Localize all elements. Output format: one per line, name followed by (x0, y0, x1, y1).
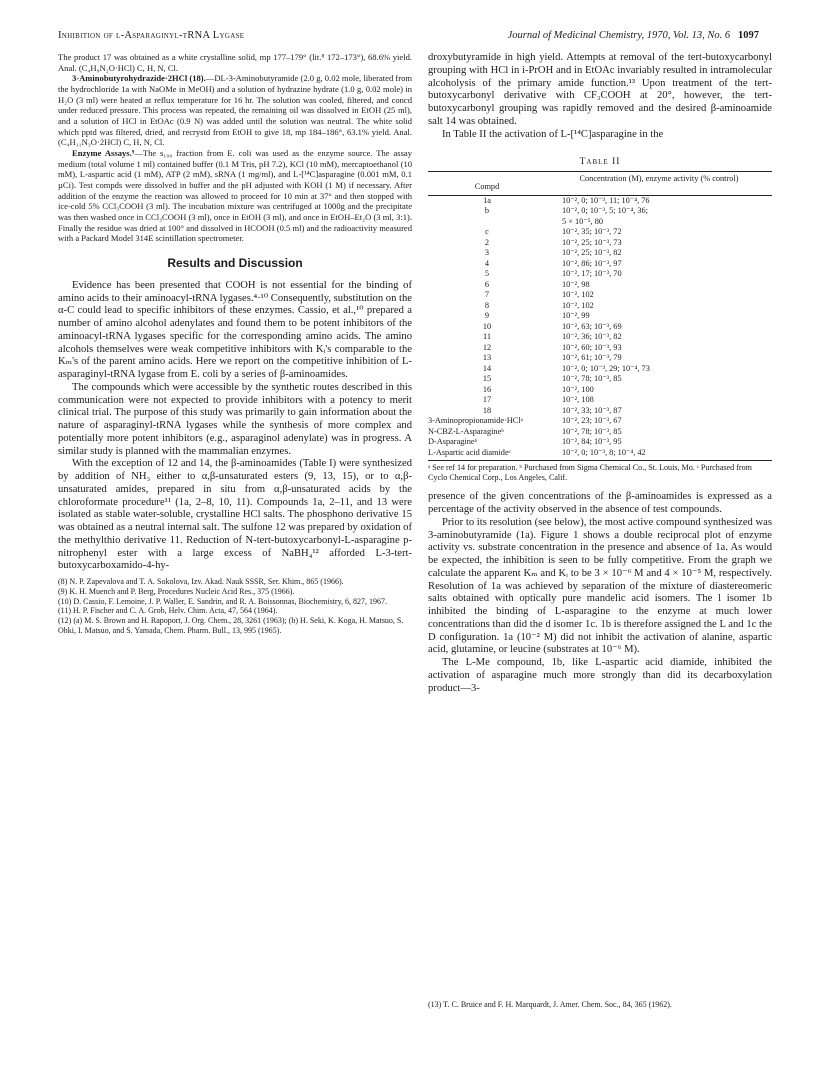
table-header (428, 171, 772, 196)
cell-activity: 10⁻², 36; 10⁻³, 82 (562, 332, 622, 342)
cell-activity: 10⁻², 86; 10⁻³, 97 (562, 258, 622, 268)
column-header-compd: Compd (474, 182, 500, 192)
body-paragraph: droxybutyramide in high yield. Attempts at removal of the tert-butoxycarbonyl grouping with HCl in i-PrOH and in EtOAc invariably resulted in intramolecular alcoholysis of the primary amide function.¹³ Upon treatment of the tert-butoxycarbonyl derivative with CF₃COOH at 20°, however, the tert-butoxycarbonyl grouping was rapidly removed and the desired β-aminoamide salt 14 was obtained. (428, 52, 772, 127)
footnote: (8) N. P. Zapevalova and T. A. Sokolova, Izv. Akad. Nauk SSSR, Ser. Khim., 865 (1966). (58, 577, 344, 587)
cell-compd: 3 (484, 248, 490, 258)
table-row (428, 217, 772, 228)
cell-activity: 10⁻², 78; 10⁻³, 85 (562, 426, 622, 436)
cell-activity: 10⁻², 99 (562, 311, 590, 321)
cell-compd: 5 (484, 269, 490, 279)
right-body (428, 491, 772, 695)
journal-citation: Journal of Medicinal Chemistry, 1970, Vol. 13, No. 6 (507, 30, 731, 41)
cell-compd: c (485, 227, 489, 237)
cell-activity: 10⁻², 63; 10⁻³, 69 (562, 321, 622, 331)
body-paragraph: In Table II the activation of L-[¹⁴C]asparagine in the (442, 128, 664, 140)
cell-compd: 1a (483, 195, 491, 205)
table-row (428, 238, 772, 249)
table-row (428, 311, 772, 322)
cell-activity: 10⁻², 102 (562, 290, 594, 300)
table-row (428, 280, 772, 291)
table-row (428, 269, 772, 280)
table-row (428, 385, 772, 396)
cell-compd: b (484, 206, 490, 216)
cell-activity: 10⁻², 17; 10⁻³, 70 (562, 269, 622, 279)
cell-compd: 15 (482, 374, 492, 384)
cell-compd: 14 (482, 363, 492, 373)
running-head-title: Inhibition of l-Asparaginyl-tRNA Lygase (58, 30, 245, 41)
table-row (428, 427, 772, 438)
cell-activity: 10⁻², 84; 10⁻³, 95 (562, 437, 622, 447)
table-row (428, 301, 772, 312)
cell-compd: D-Asparagineᵇ (428, 437, 478, 447)
table-row (428, 259, 772, 270)
cell-activity: 10⁻², 98 (562, 279, 590, 289)
cell-compd: 13 (482, 353, 492, 363)
body-paragraph: The compounds which were accessible by the synthetic routes described in this communication were not expected to provide inhibitors with a potency to merit clinical trial. The purpose of this study was primarily to gain information about the nature of asparaginyl-tRNA lygases while the synthesis of more complex and potentially more potent inhibitors (e.g., asparaginol adenylate) was in progress. A similar study is planned with the mammalian enzymes. (58, 381, 412, 457)
cell-compd: 3-Aminopropionamide·HClᵃ (428, 416, 523, 426)
cell-activity: 10⁻², 0; 10⁻³, 8; 10⁻⁴, 42 (562, 447, 646, 457)
page-number: 1097 (738, 30, 759, 41)
cell-activity: 10⁻², 25; 10⁻³, 82 (562, 248, 622, 258)
cell-activity: 10⁻², 0; 10⁻³, 29; 10⁻⁴, 73 (562, 363, 650, 373)
right-column (428, 52, 772, 695)
cell-compd: 12 (482, 342, 492, 352)
table-row (428, 196, 772, 207)
body-paragraph: Evidence has been presented that COOH is not essential for the binding of amino acids to their aminoacyl-tRNA lygases.⁴·¹⁰ Consequently, substitution on the α-C could lead to specific inhibitors of these enzymes. Cassio, et al.,¹⁰ prepared a number of amino alcohol adenylates and found them to be potent inhibitors of the aminoacyl-tRNA lygases specific for the corresponding amino acids. The amino alcohols themselves were weak competitive inhibitors with Kᵢ's comparable to the Kₘ's of the parent amino acids. Here we report on the competitive inhibition of L-asparaginyl-tRNA lygase from E. coli by a series of β-aminoamides. (58, 279, 412, 381)
cell-compd: 11 (483, 332, 491, 342)
cell-compd: N-CBZ-L-Asparagineᵇ (428, 426, 504, 436)
cell-compd: L-Aspartic acid diamideᶜ (428, 447, 511, 457)
table-row (428, 406, 772, 417)
cell-activity: 10⁻², 78; 10⁻³, 85 (562, 374, 622, 384)
cell-compd: 4 (484, 258, 490, 268)
cell-compd: 17 (482, 395, 492, 405)
paragraph-text: —DL-3-Aminobutyramide (2.0 g, 0.02 mole, liberated from the hydrochloride 1a with NaOMe in MeOH) and a solution of hydrazine hydrate (1.0 g, 0.02 mole) in H₂O (3 ml) were heated at reflux temperature for 16 hr. The solution was cooled, filtered, and concd under reduced pressure. This process was repeated, the remaining oil was dissolved in EtOH (25 ml), and a solution of HCl in EtOAc (0.9 N) was added until the solution was neutral. The white solid which pptd was filtered, dried, and recrystd from EtOH to give 18, mp 184–186°, 63.1% yield. Anal. (C₄H₁₁N₃O·2HCl) C, H, N, Cl. (58, 73, 412, 148)
paragraph-text: —The s₁₀₀ fraction from E. coli was used as the enzyme source. The assay medium (total volume 1 ml) contained buffer (0.1 M Tris, pH 7.2), KCl (10 mM), mercaptoethanol (10 mM), L-aspartic acid (1 mM), ATP (2 mM), sRNA (1 mg/ml), and L-[¹⁴C]asparagine (0.001 mM, 0.1 µCi). Test compds were dissolved in buffer and the pH adjusted with KOH (1 M) if necessary. After addition of the enzyme the reaction was allowed to proceed for 10 min at 37° and then stopped with ice-cold 5% CCl₃COOH (3 ml). The incubation mixture was centrifuged at 1000g and the precipitate was then washed once in CCl₃COOH (3 ml), once in EtOH (3 ml), and once in EtOH–Et₂O (3 ml, 3:1). Finally the residue was dried at 100° and dissolved in HCOOH (0.5 ml) and the radioactivity measured with a Packard Model 314E scintillation spectrometer. (58, 147, 412, 244)
table-row (428, 374, 772, 385)
table-title: Table II (579, 157, 621, 168)
cell-activity: 10⁻², 35; 10⁻³, 72 (562, 227, 622, 237)
cell-compd: 9 (484, 311, 490, 321)
cell-activity: 5 × 10⁻⁵, 80 (562, 216, 603, 226)
paragraph-lead: Enzyme Assays.⁹ (72, 147, 135, 158)
table-row (428, 395, 772, 406)
experimental-paragraph: The product 17 was obtained as a white crystalline solid, mp 177–179° (lit.⁸ 172–173°), 68.6% yield. Anal. (C₄H₉N₂O·HCl) C, H, N, Cl. (58, 52, 412, 73)
cell-compd: 16 (482, 384, 492, 394)
footnote: (10) D. Cassio, F. Lemoine, J. P. Waller, E. Sandrin, and R. A. Boissonnas, Biochemistry, 6, 827, 1967. (58, 596, 388, 606)
cell-activity: 10⁻², 108 (562, 395, 594, 405)
cell-activity: 10⁻², 33; 10⁻³, 87 (562, 405, 622, 415)
table-row (428, 437, 772, 448)
cell-compd (428, 217, 546, 228)
footnote: (11) H. P. Fischer and C. A. Grob, Helv. Chim. Acta, 47, 564 (1964). (58, 606, 278, 616)
footnotes (58, 577, 412, 636)
cell-compd: 18 (482, 405, 492, 415)
cell-activity: 10⁻², 0; 10⁻³, 5; 10⁻⁴, 36; (562, 206, 648, 216)
table-row (428, 353, 772, 364)
table-row (428, 416, 772, 427)
body-paragraph: Prior to its resolution (see below), the most active compound synthesized was 3-aminobutyramide (1a). Figure 1 shows a double reciprocal plot of enzyme activity vs. substrate concentration in the presence and absence of 1a. As would be expected, the inhibition is seen to be fully competitive. From the graph we calculate the apparent Kₘ and Kᵢ to be 3 × 10⁻⁶ M and 4 × 10⁻⁵ M, respectively. Resolution of 1a was achieved by separation of the mixture of diastereomeric salts obtained with optically pure mandelic acid isomers. The l isomer 1b inhibited the binding of L-asparagine to the enzyme at much lower concentrations than did the d isomer 1c. 1b is therefore assigned the L and 1c the D configuration. 1a (10⁻² M) did not inhibit the activation of alanine, aspartic acid, glutamine, or leucine (substrates at 10⁻⁶ M). (428, 516, 772, 656)
cell-activity: 10⁻², 102 (562, 300, 594, 310)
table-row (428, 364, 772, 375)
table-row (428, 343, 772, 354)
cell-compd: 8 (484, 300, 490, 310)
cell-compd: 2 (484, 237, 490, 247)
table-row (428, 448, 772, 459)
body-paragraph: With the exception of 12 and 14, the β-aminoamides (Table I) were synthesized by addition of NH₃ either to α,β-unsaturated esters (9, 13, 15), or to α,β-unsaturated amides, prepared in situ from α,β-unsaturated acids by the chloroformate procedure¹¹ (1a, 2–8, 10, 11). Compounds 1a, 2–11, and 13 were isolated as stable water-soluble, crystalline HCl salts. The phosphono derivative 15 was obtained as a neutral internal salt. The sulfone 12 was prepared by oxidation of the methylthio derivative 11. Reduction of N-tert-butoxycarbonyl-L-asparagine p-nitrophenyl ester with a large excess of NaBH₄¹² afforded L-3-tert-butoxycarboxamido-4-hy- (58, 458, 412, 572)
body-paragraph: presence of the given concentrations of the β-aminoamides is expressed as a percentage of the activity observed in the absence of test compounds. (428, 491, 772, 515)
cell-activity: 10⁻², 25; 10⁻³, 73 (562, 237, 622, 247)
footnote: (9) K. H. Muench and P. Berg, Procedures Nucleic Acid Res., 375 (1966). (58, 586, 295, 596)
cell-activity: 10⁻², 0; 10⁻³, 11; 10⁻⁴, 76 (562, 195, 650, 205)
running-head-journal (508, 30, 759, 41)
table-row (428, 332, 772, 343)
cell-compd: 10 (482, 321, 492, 331)
cell-activity: 10⁻², 100 (562, 384, 594, 394)
footnote: (12) (a) M. S. Brown and H. Rapoport, J. Org. Chem., 28, 3261 (1963); (b) H. Seki, K. Koga, H. Matsuo, S. Ohki, I. Matsuo, and S. Yamada, Chem. Pharm. Bull., 13, 995 (1965). (58, 616, 404, 636)
table-row (428, 248, 772, 259)
cell-compd: 6 (484, 279, 490, 289)
cell-activity: 10⁻², 23; 10⁻³, 67 (562, 416, 622, 426)
table-row (428, 227, 772, 238)
experimental-paragraph (58, 148, 412, 244)
cell-activity: 10⁻², 60; 10⁻³, 93 (562, 342, 622, 352)
footnote: (13) T. C. Bruice and F. H. Marquardt, J. Amer. Chem. Soc., 84, 365 (1962). (428, 1000, 672, 1009)
table-body (428, 196, 772, 459)
table-row (428, 290, 772, 301)
paragraph-lead: 3-Aminobutyrohydrazide·2HCl (18). (72, 73, 206, 84)
table-row (428, 322, 772, 333)
table-footnote: ᵃ See ref 14 for preparation. ᵇ Purchased from Sigma Chemical Co., St. Louis, Mo. ᶜ Purchased from Cyclo Chemical Corp., Los Angeles, Calif. (428, 460, 772, 483)
left-column (58, 52, 412, 636)
table-row (428, 206, 772, 217)
data-table (428, 171, 772, 483)
section-heading: Results and Discussion (167, 255, 303, 270)
column-header-activity: Concentration (M), enzyme activity (% control) (579, 174, 739, 184)
cell-activity: 10⁻², 61; 10⁻³, 79 (562, 353, 622, 363)
experimental-paragraph (58, 73, 412, 148)
cell-compd: 7 (484, 290, 490, 300)
body-paragraph: The L-Me compound, 1b, like L-aspartic acid diamide, inhibited the activation of asparagine much more strongly than did its decarboxylation product—3- (428, 657, 772, 694)
